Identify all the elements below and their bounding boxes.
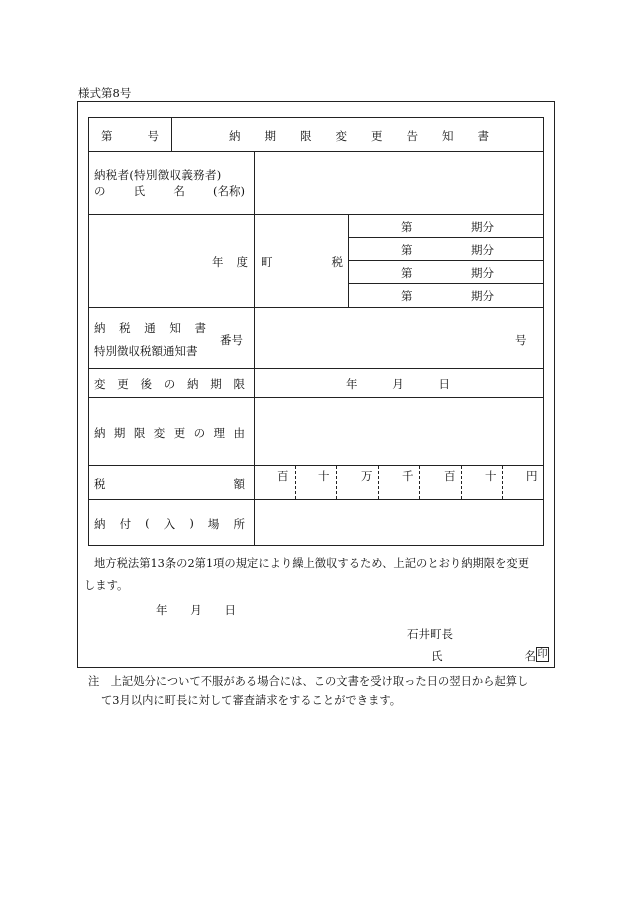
special-collection-notice-label: 特別徴収税額通知書 xyxy=(94,344,198,358)
amount-unit-man: 万 xyxy=(361,469,373,483)
amount-unit-sen: 千 xyxy=(402,469,414,483)
payment-place-field[interactable] xyxy=(256,501,542,544)
installment-period-4: 第 期分 xyxy=(401,289,494,303)
statement-line-1: 地方税法第13条の2第1項の規定により繰上徴収するため、上記のとおり納期限を変更 xyxy=(94,557,529,570)
town-tax-label: 町 税 xyxy=(261,255,343,269)
fiscal-year-label: 年 度 xyxy=(212,255,248,269)
taxpayer-label: 納税者(特別徴収義務者) xyxy=(94,168,222,182)
statement-line-2: します。 xyxy=(84,579,129,592)
amount-unit-hyaku: 百 xyxy=(444,469,456,483)
tax-notice-label: 納 税 通 知 書 xyxy=(94,321,206,335)
form-number-label: 様式第8号 xyxy=(78,86,132,100)
taxpayer-name-field[interactable] xyxy=(256,153,542,213)
taxpayer-name-label: の 氏 名 (名称) xyxy=(94,184,245,198)
notice-number-label: 番号 xyxy=(220,333,243,347)
change-reason-field[interactable] xyxy=(256,399,542,464)
document-title: 納 期 限 変 更 告 知 書 xyxy=(229,129,489,143)
mayor-title: 石井町長 xyxy=(407,627,453,641)
amount-unit-juu-man: 十 xyxy=(318,469,330,483)
notice-number-suffix: 号 xyxy=(515,333,527,347)
installment-period-1: 第 期分 xyxy=(401,220,494,234)
appeal-note-line-2: て3月以内に町長に対して審査請求をすることができます。 xyxy=(101,694,402,707)
installment-period-3: 第 期分 xyxy=(401,266,494,280)
issue-date: 年 月 日 xyxy=(156,603,236,617)
appeal-note-line-1: 注 上記処分について不服がある場合には、この文書を受け取った日の翌日から起算し xyxy=(88,675,529,688)
new-deadline-label: 変 更 後 の 納 期 限 xyxy=(94,377,245,391)
amount-unit-hyaku-man: 百 xyxy=(277,469,289,483)
document-number-label: 第 号 xyxy=(101,129,159,143)
amount-unit-juu: 十 xyxy=(485,469,497,483)
tax-amount-label: 税 額 xyxy=(94,477,245,491)
mayor-name-label: 氏 名 xyxy=(431,649,536,663)
amount-unit-yen: 円 xyxy=(526,469,538,483)
seal-stamp-box: 印 xyxy=(537,649,548,660)
new-deadline-date: 年 月 日 xyxy=(346,377,450,391)
installment-period-2: 第 期分 xyxy=(401,243,494,257)
payment-place-label: 納 付 ( 入 ) 場 所 xyxy=(94,516,245,531)
change-reason-label: 納 期 限 変 更 の 理 由 xyxy=(94,426,245,440)
